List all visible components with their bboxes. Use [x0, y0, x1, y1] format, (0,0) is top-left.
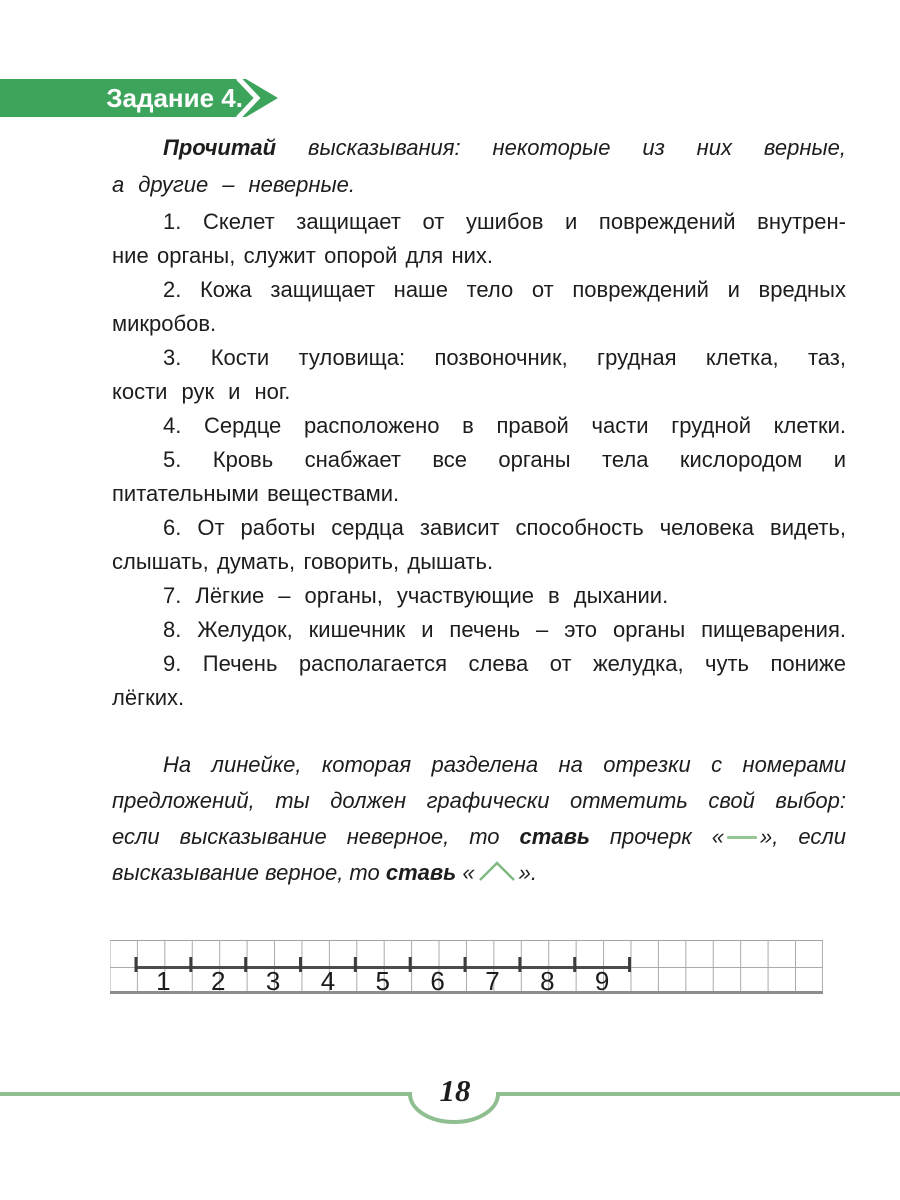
note-text: ».: [518, 860, 537, 885]
correct-mark-chevron-icon: [477, 859, 517, 883]
statement-line: 2. Кожа защищает наше тело от повреждений и вредных: [163, 277, 846, 302]
task-badge: [0, 78, 282, 118]
note-text: », если: [760, 824, 847, 849]
answer-ruler: [110, 940, 824, 996]
note-line: [112, 819, 846, 855]
note-line: предложений, ты должен графически отметить свой выбор:: [112, 788, 846, 813]
note-text: если высказывание неверное, то: [112, 824, 520, 849]
ruler-number: 5: [375, 966, 391, 996]
statement-line: 5. Кровь снабжает все органы тела кислородом и: [163, 447, 846, 472]
answer-ruler-grid: [110, 940, 824, 996]
statement-line: 4. Сердце расположено в правой части грудной клетки.: [163, 413, 846, 438]
ruler-number: 6: [430, 966, 445, 996]
ruler-number: 3: [265, 966, 281, 996]
statement-line: микробов.: [112, 311, 217, 336]
wrong-mark-dash-icon: [727, 836, 757, 839]
statement-line: 1. Скелет защищает от ушибов и повреждений внутрен-: [163, 209, 846, 234]
statement-line: питательными веществами.: [112, 481, 400, 506]
note-paragraph: [112, 747, 846, 891]
statement-line: 3. Кости туловища: позвоночник, грудная клетка, таз,: [163, 345, 846, 370]
ruler-number: 7: [485, 966, 500, 996]
statement-line: 7. Лёгкие – органы, участвующие в дыхании.: [163, 583, 669, 608]
statement-line: ние органы, служит опорой для них.: [112, 243, 494, 268]
ruler-number: 8: [540, 966, 555, 996]
task-badge-label: Задание 4.: [106, 83, 243, 113]
statements-list: [112, 205, 846, 715]
note-text: прочерк «: [589, 824, 725, 849]
ruler-number: 4: [320, 966, 336, 996]
page-number: 18: [439, 1073, 471, 1108]
statement-line: 8. Желудок, кишечник и печень – это органы пищеварения.: [163, 617, 846, 642]
statement-line: 9. Печень располагается слева от желудка, чуть пониже: [163, 651, 846, 676]
statement-line: слышать, думать, говорить, дышать.: [112, 549, 494, 574]
intro-paragraph: [112, 129, 846, 203]
ruler-number: 2: [211, 966, 226, 996]
note-bold-word: ставь: [519, 824, 590, 849]
ruler-number: 1: [156, 966, 171, 996]
intro-line: а другие – неверные.: [112, 172, 356, 197]
ruler-number: 9: [594, 966, 610, 996]
note-line: [112, 855, 846, 891]
intro-line: [112, 129, 846, 166]
statement-line: 6. От работы сердца зависит способность человека видеть,: [163, 515, 846, 540]
note-text: высказывание верное, то: [112, 860, 386, 885]
note-line: На линейке, которая разделена на отрезки с номерами: [163, 752, 846, 777]
statement-line: кости рук и ног.: [112, 379, 291, 404]
intro-text: высказывания: некоторые из них верные,: [276, 135, 846, 160]
note-bold-word: ставь: [385, 860, 457, 885]
statement-line: лёгких.: [112, 685, 185, 710]
note-text: «: [456, 860, 475, 885]
intro-bold-word: Прочитай: [163, 135, 277, 160]
